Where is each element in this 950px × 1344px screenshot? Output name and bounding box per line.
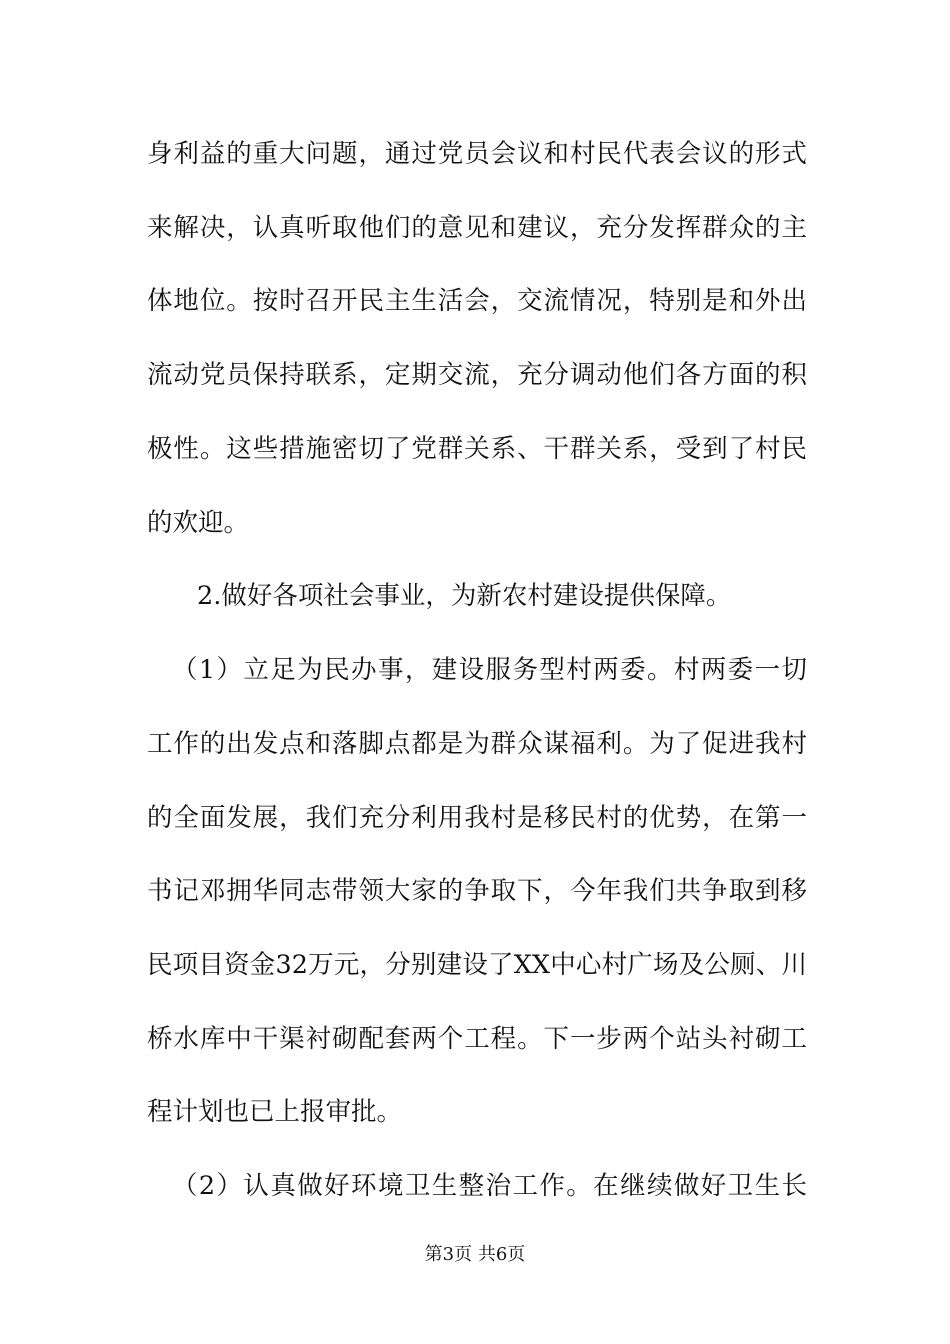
- body-line: 程计划也已上报审批。: [147, 1097, 403, 1127]
- section-heading: 2.做好各项社会事业，为新农村建设提供保障。: [197, 581, 732, 611]
- body-line: 民项目资金32万元，分别建设了XX中心村广场及公厕、川: [147, 950, 807, 980]
- body-line: 的欢迎。: [147, 508, 250, 538]
- body-line: 工作的出发点和落脚点都是为群众谋福利。为了促进我村: [147, 729, 807, 759]
- paragraph-first-line: （2）认真做好环境卫生整治工作。在继续做好卫生长: [172, 1171, 807, 1201]
- body-line: 体地位。按时召开民主生活会，交流情况，特别是和外出: [147, 286, 807, 316]
- body-line: 书记邓拥华同志带领大家的争取下，今年我们共争取到移: [147, 876, 807, 906]
- body-line: 来解决，认真听取他们的意见和建议，充分发挥群众的主: [147, 213, 807, 243]
- body-line: 桥水库中干渠衬砌配套两个工程。下一步两个站头衬砌工: [147, 1024, 807, 1054]
- body-line: 身利益的重大问题，通过党员会议和村民代表会议的形式: [147, 139, 807, 169]
- body-line: 的全面发展，我们充分利用我村是移民村的优势，在第一: [147, 803, 807, 833]
- page-footer: 第3页 共6页: [424, 1244, 526, 1265]
- body-line: 极性。这些措施密切了党群关系、干群关系，受到了村民: [147, 434, 807, 464]
- body-line: 流动党员保持联系，定期交流，充分调动他们各方面的积: [147, 360, 807, 390]
- paragraph-first-line: （1）立足为民办事，建设服务型村两委。村两委一切: [172, 655, 807, 685]
